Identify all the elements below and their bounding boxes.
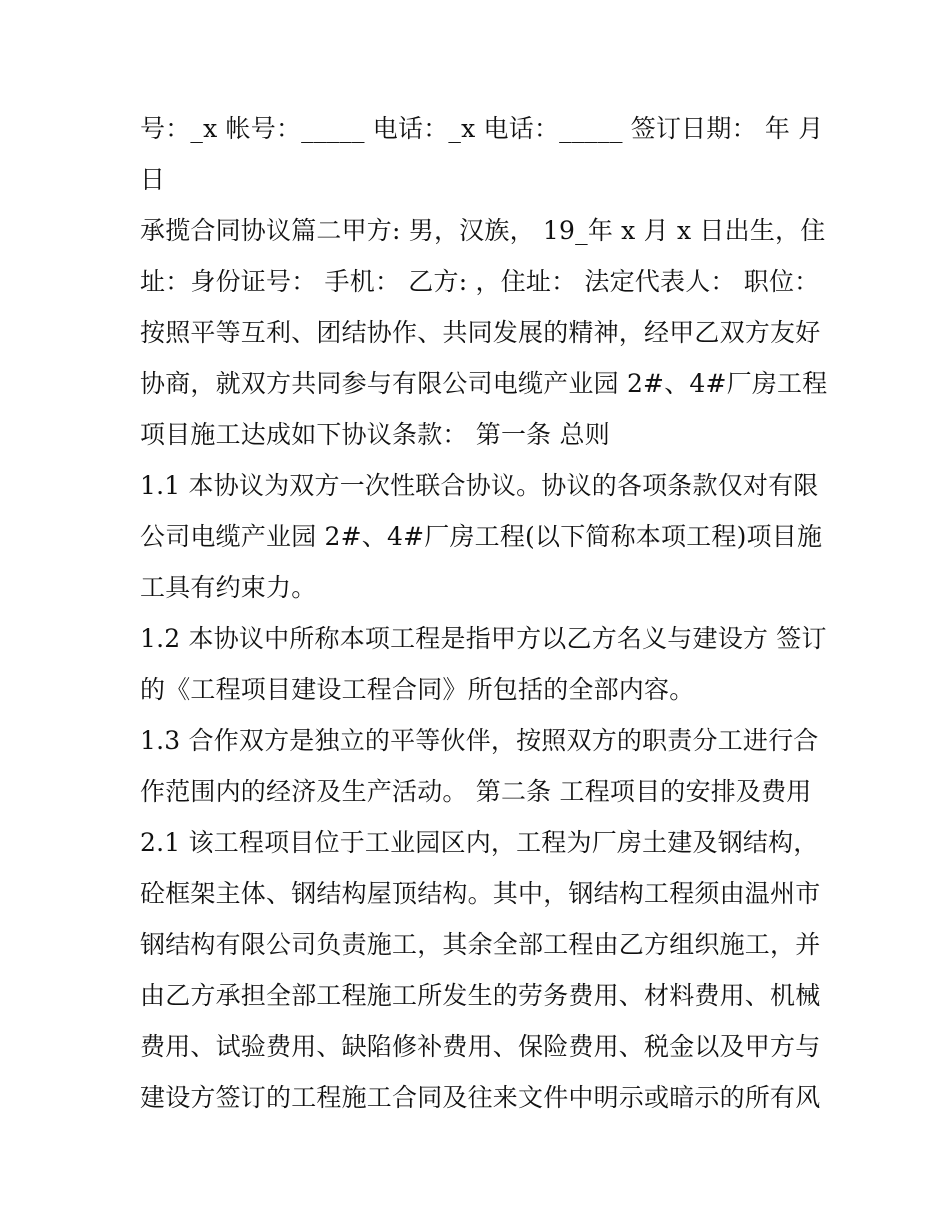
text-line: 址：身份证号： 手机： 乙方: ，住址： 法定代表人： 职位： — [140, 267, 820, 296]
text-line: 日 — [140, 165, 166, 194]
text-line: 号：_x 帐号：_____ 电话：_x 电话：_____ 签订日期： 年 月 — [140, 114, 824, 143]
text-line: 1.3 合作双方是独立的平等伙伴，按照双方的职责分工进行合 — [140, 726, 819, 755]
text-line: 按照平等互利、团结协作、共同发展的精神，经甲乙双方友好 — [140, 318, 821, 347]
text-line: 1.2 本协议中所称本项工程是指甲方以乙方名义与建设方 签订 — [140, 624, 827, 653]
text-line: 项目施工达成如下协议条款： 第一条 总则 — [140, 420, 610, 449]
text-line: 承揽合同协议篇二甲方: 男，汉族， 19_年 x 月 x 日出生，住 — [140, 216, 826, 245]
text-line: 工具有约束力。 — [140, 573, 317, 602]
text-line: 作范围内的经济及生产活动。 第二条 工程项目的安排及费用 — [140, 777, 812, 806]
text-line: 由乙方承担全部工程施工所发生的劳务费用、材料费用、机械 — [140, 981, 821, 1010]
text-line: 建设方签订的工程施工合同及往来文件中明示或暗示的所有风 — [140, 1083, 821, 1112]
text-line: 协商，就双方共同参与有限公司电缆产业园 2#、4#厂房工程 — [140, 369, 828, 398]
text-line: 2.1 该工程项目位于工业园区内，工程为厂房土建及钢结构， — [140, 828, 819, 857]
text-line: 砼框架主体、钢结构屋顶结构。其中，钢结构工程须由温州市 — [140, 879, 821, 908]
text-line: 公司电缆产业园 2#、4#厂房工程(以下简称本项工程)项目施 — [140, 522, 823, 551]
text-line: 的《工程项目建设工程合同》所包括的全部内容。 — [140, 675, 695, 704]
text-line: 费用、试验费用、缺陷修补费用、保险费用、税金以及甲方与 — [140, 1032, 821, 1061]
text-line: 钢结构有限公司负责施工，其余全部工程由乙方组织施工，并 — [140, 930, 821, 959]
text-line: 1.1 本协议为双方一次性联合协议。协议的各项条款仅对有限 — [140, 471, 819, 500]
